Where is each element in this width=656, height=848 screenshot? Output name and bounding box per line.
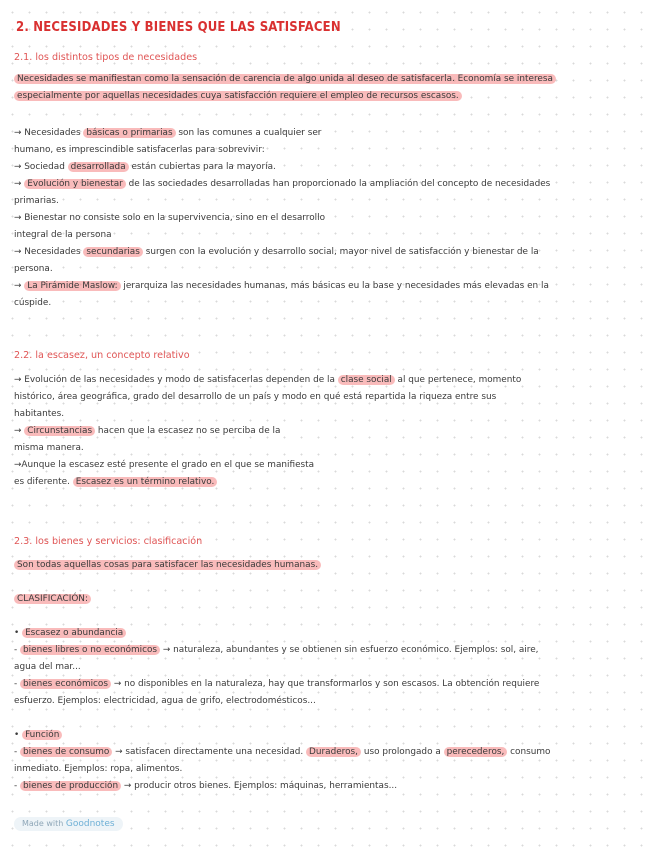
highlight-function: Función bbox=[22, 730, 62, 740]
highlight-perishable: perecederos, bbox=[444, 747, 508, 757]
highlight-developed: desarrollada bbox=[68, 162, 129, 172]
item-consumer-goods-cont: inmediato. Ejemplos: ropa, alimentos. bbox=[14, 764, 183, 774]
bullet-basic-needs: → Necesidades básicas o primarias son las comunes a cualquier ser bbox=[14, 128, 322, 138]
bullet-basic-needs-cont: humano, es imprescindible satisfacerlas para sobrevivir: bbox=[14, 145, 265, 155]
item-production-goods: - bienes de producción → producir otros bienes. Ejemplos: máquinas, herramientas... bbox=[14, 781, 398, 791]
highlight-consumer-goods: bienes de consumo bbox=[20, 747, 112, 757]
bullet-evolution: → Evolución y bienestar de las sociedades desarrolladas han proporcionado la ampliación del concepto de necesidades bbox=[14, 179, 551, 189]
needs-intro bbox=[14, 71, 640, 105]
goodnotes-badge bbox=[14, 817, 123, 831]
item-economic-goods: - bienes económicos → no disponibles en la naturaleza, hay que transformarlos y son escasos. La obtención requiere bbox=[14, 679, 540, 689]
goods-definition bbox=[14, 557, 640, 574]
bullet-social-class-cont: histórico, área geográfica, grado del desarrollo de un país y modo en qué está repartida la riqueza entre sus bbox=[14, 392, 497, 402]
bullet-secondary-needs: → Necesidades secundarias surgen con la evolución y desarrollo social, mayor nivel de satisfacción y bienestar de la bbox=[14, 247, 539, 257]
bullet-maslow-cont: cúspide. bbox=[14, 298, 52, 308]
badge-brand: Goodnotes bbox=[65, 819, 115, 829]
group-function: • Función bbox=[14, 727, 640, 744]
item-economic-goods-cont: esfuerzo. Ejemplos: electricidad, agua de grifo, electrodomésticos... bbox=[14, 696, 316, 706]
highlight-evolution-wellbeing: Evolución y bienestar bbox=[24, 179, 126, 189]
highlight-free-goods: bienes libres o no económicos bbox=[20, 645, 160, 655]
bullet-secondary-needs-cont: persona. bbox=[14, 264, 53, 274]
group-scarcity-abundance: • Escasez o abundancia bbox=[14, 625, 640, 642]
bullet-developed-society: → Sociedad desarrollada están cubiertas para la mayoría. bbox=[14, 162, 276, 172]
scarcity-bullets bbox=[14, 372, 640, 491]
highlight-maslow: La Pirámide Maslow: bbox=[24, 281, 120, 291]
needs-bullets bbox=[14, 125, 640, 312]
highlight-secondary: secundarias bbox=[83, 247, 142, 257]
section-heading-needs: 2.1. los distintos tipos de necesidades bbox=[14, 52, 198, 63]
highlight-basic-primary: básicas o primarias bbox=[83, 128, 175, 138]
highlight-production-goods: bienes de producción bbox=[20, 781, 121, 791]
highlight-economic-goods: bienes económicos bbox=[20, 679, 111, 689]
section-heading-goods: 2.3. los bienes y servicios: clasificación bbox=[14, 536, 203, 547]
badge-prefix: Made with bbox=[22, 819, 64, 828]
bullet-social-class-cont-2: habitantes. bbox=[14, 409, 65, 419]
highlight-durable: Duraderos, bbox=[306, 747, 361, 757]
item-consumer-goods: - bienes de consumo → satisfacen directamente una necesidad. Duraderos, uso prolongado a perecederos, consumo bbox=[14, 747, 551, 757]
classification-scarcity bbox=[14, 625, 640, 710]
section-heading-scarcity: 2.2. la escasez, un concepto relativo bbox=[14, 350, 190, 361]
item-free-goods-cont: agua del mar... bbox=[14, 662, 81, 672]
classification-label bbox=[14, 591, 640, 608]
bullet-wellbeing: → Bienestar no consiste solo en la supervivencia, sino en el desarrollo bbox=[14, 213, 326, 223]
bullet-social-class: → Evolución de las necesidades y modo de satisfacerlas dependen de la clase social al que pertenece, momento bbox=[14, 375, 522, 385]
bullet-wellbeing-cont: integral de la persona bbox=[14, 230, 112, 240]
bullet-maslow: → La Pirámide Maslow: jerarquiza las necesidades humanas, más básicas eu la base y necesidades más elevadas en la bbox=[14, 281, 549, 291]
highlight-goods-definition: Son todas aquellas cosas para satisfacer las necesidades humanas. bbox=[14, 560, 321, 570]
item-free-goods: - bienes libres o no económicos → naturaleza, abundantes y se obtienen sin esfuerzo económico. Ejemplos: sol, aire, bbox=[14, 645, 539, 655]
bullet-circumstances-cont: misma manera. bbox=[14, 443, 84, 453]
classification-function bbox=[14, 727, 640, 795]
highlight-classification: CLASIFICACIÓN: bbox=[14, 594, 91, 604]
bullet-circumstances: → Circunstancias hacen que la escasez no se perciba de la bbox=[14, 426, 281, 436]
highlight-scarcity-abundance: Escasez o abundancia bbox=[22, 628, 126, 638]
intro-line-2: especialmente por aquellas necesidades cuya satisfacción requiere el empleo de recursos escasos. bbox=[14, 91, 462, 101]
highlight-social-class: clase social bbox=[338, 375, 395, 385]
highlight-relative-term: Escasez es un término relativo. bbox=[73, 477, 218, 487]
highlight-circumstances: Circunstancias bbox=[24, 426, 95, 436]
bullet-relative-cont: es diferente. Escasez es un término relativo. bbox=[14, 474, 640, 491]
bullet-relative: →Aunque la escasez esté presente el grado en el que se manifiesta bbox=[14, 460, 315, 470]
page-title: 2. NECESIDADES Y BIENES QUE LAS SATISFACEN bbox=[16, 20, 341, 35]
bullet-evolution-cont: primarias. bbox=[14, 196, 59, 206]
intro-line-1: Necesidades se manifiestan como la sensación de carencia de algo unida al deseo de satisfacerla. Economía se interesa bbox=[14, 74, 556, 84]
